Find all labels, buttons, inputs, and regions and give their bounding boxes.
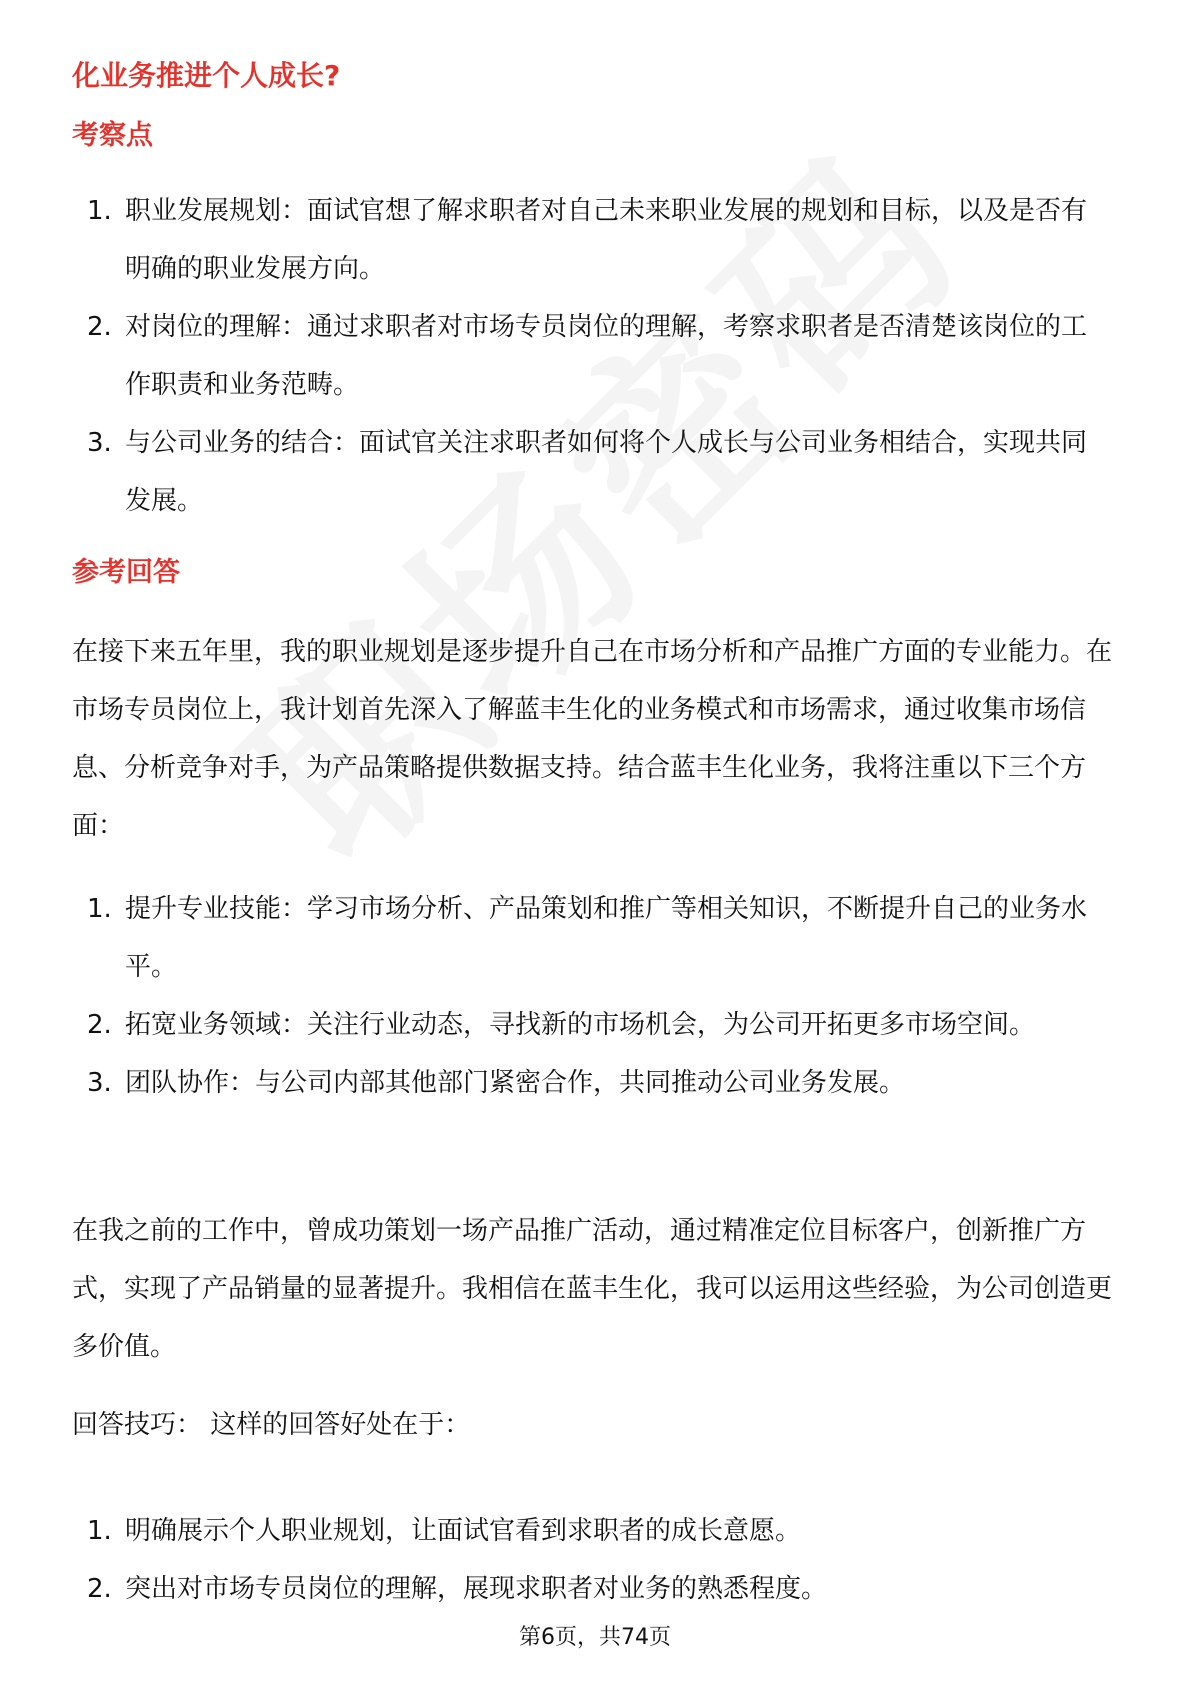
list-item-text: 职业发展规划：面试官想了解求职者对自己未来职业发展的规划和目标，以及是否有明确的职业发展方向。 [125, 196, 1088, 284]
question-heading: 化业务推进个人成长? [72, 59, 341, 92]
list-item [72, 414, 1112, 530]
section-heading-cankaohuida: 参考回答 [72, 557, 180, 588]
list-item-text: 拓宽业务领域：关注行业动态，寻找新的市场机会，为公司开拓更多市场空间。 [125, 1010, 1036, 1040]
answer-list [72, 880, 1112, 1112]
list-number: 1. [87, 894, 112, 924]
section-heading-kaochadian: 考察点 [72, 120, 153, 151]
list-number: 1. [87, 196, 112, 226]
answer-paragraph-1: 在接下来五年里，我的职业规划是逐步提升自己在市场分析和产品推广方面的专业能力。在市场专员岗位上，我计划首先深入了解蓝丰生化的业务模式和市场需求，通过收集市场信息、分析竞争对手，为产品策略提供数据支持。结合蓝丰生化业务，我将注重以下三个方面： [72, 637, 1113, 841]
list-item [72, 1560, 1112, 1618]
list-item [72, 298, 1112, 414]
list-item-text: 突出对市场专员岗位的理解，展现求职者对业务的熟悉程度。 [125, 1574, 828, 1604]
list-item-text: 对岗位的理解：通过求职者对市场专员岗位的理解，考察求职者是否清楚该岗位的工作职责和业务范畴。 [125, 312, 1088, 400]
list-item [72, 1054, 1112, 1112]
list-item-text: 提升专业技能：学习市场分析、产品策划和推广等相关知识，不断提升自己的业务水平。 [125, 894, 1088, 982]
list-item [72, 182, 1112, 298]
answer-paragraph-2: 在我之前的工作中，曾成功策划一场产品推广活动，通过精准定位目标客户，创新推广方式，实现了产品销量的显著提升。我相信在蓝丰生化，我可以运用这些经验，为公司创造更多价值。 [72, 1216, 1113, 1362]
list-number: 2. [87, 1010, 112, 1040]
list-number: 2. [87, 312, 112, 342]
page-footer: 第6页，共74页 [519, 1625, 671, 1650]
list-number: 3. [87, 428, 112, 458]
list-item-text: 团队协作：与公司内部其他部门紧密合作，共同推动公司业务发展。 [125, 1068, 906, 1098]
list-item [72, 880, 1112, 996]
list-number: 3. [87, 1068, 112, 1098]
list-item-text: 与公司业务的结合：面试官关注求职者如何将个人成长与公司业务相结合，实现共同发展。 [125, 428, 1088, 516]
list-number: 1. [87, 1516, 112, 1546]
list-item [72, 1502, 1112, 1560]
tips-list [72, 1502, 1112, 1618]
tips-intro: 回答技巧： 这样的回答好处在于： [72, 1410, 471, 1440]
list-number: 2. [87, 1574, 112, 1604]
list-item [72, 996, 1112, 1054]
kaochadian-list [72, 182, 1112, 530]
list-item-text: 明确展示个人职业规划，让面试官看到求职者的成长意愿。 [125, 1516, 802, 1546]
